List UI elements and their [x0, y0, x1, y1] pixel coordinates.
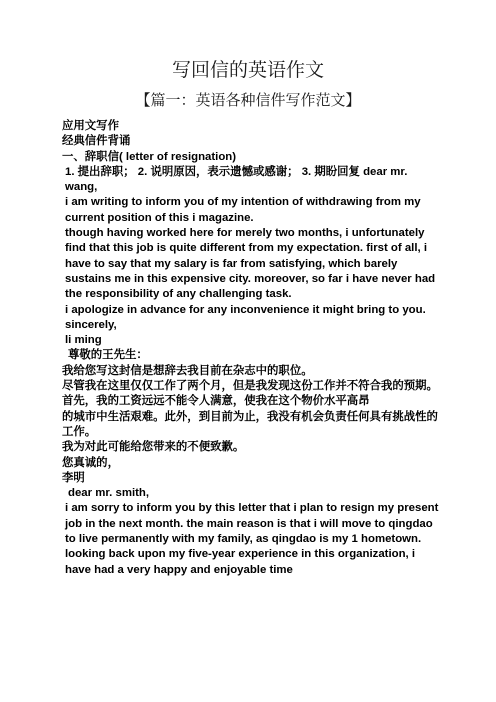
translation-paragraph: 的城市中生活艰难。此外，到目前为止，我没有机会负责任何具有挑战性的工作。: [62, 410, 438, 438]
translation-closing: 您真诚的，: [62, 456, 119, 469]
document-body: [62, 119, 442, 578]
letter-closing: sincerely,: [65, 318, 117, 331]
section-label: 经典信件背诵: [62, 135, 131, 148]
translation-paragraph: 尽管我在这里仅仅工作了两个月，但是我发现这份工作并不符合我的预期。首先，我的工资远远不能令人满意，使我在这个物价水平高昂: [62, 380, 438, 408]
section-label: 应用文写作: [62, 120, 119, 132]
letter-greeting: dear mr. smith,: [68, 487, 150, 500]
letter-paragraph: looking back upon my five-year experience in this organization, i have had a very happy and enjoyable time: [65, 548, 416, 576]
translation-paragraph: 我给您写这封信是想辞去我目前在杂志中的职位。: [62, 364, 313, 377]
outline-line: 1. 提出辞职； 2. 说明原因，表示遗憾或感谢； 3. 期盼回复 dear mr. wang,: [65, 165, 408, 194]
letter-paragraph: i am writing to inform you of my intention of withdrawing from my current position of this i magazine.: [65, 196, 421, 224]
translation-greeting: 尊敬的王先生：: [68, 349, 148, 362]
section-heading: 一、辞职信( letter of resignation): [62, 150, 237, 163]
document-subtitle: 【篇一：英语各种信件写作范文】: [135, 91, 361, 109]
letter-paragraph: i am sorry to inform you by this letter that i plan to resign my present job in the next month. the main reason is that i will move to qingdao to live permanently with my family, as qingdao is my 1 hometown.: [65, 502, 439, 546]
letter-paragraph: though having worked here for merely two months, i unfortunately find that this job is quite different from my expectation. first of all, i have to say that my salary is far from satisfying, which barely sustains me in this expensive city. moreover, so far i have never had the responsibility of any challenging task.: [65, 227, 436, 301]
translation-signature: 李明: [62, 471, 85, 484]
translation-paragraph: 我为对此可能给您带来的不便致歉。: [62, 441, 245, 454]
document-title: 写回信的英语作文: [171, 59, 324, 81]
letter-signature: li ming: [65, 334, 102, 347]
letter-paragraph: i apologize in advance for any inconvenience it might bring to you.: [65, 303, 426, 316]
